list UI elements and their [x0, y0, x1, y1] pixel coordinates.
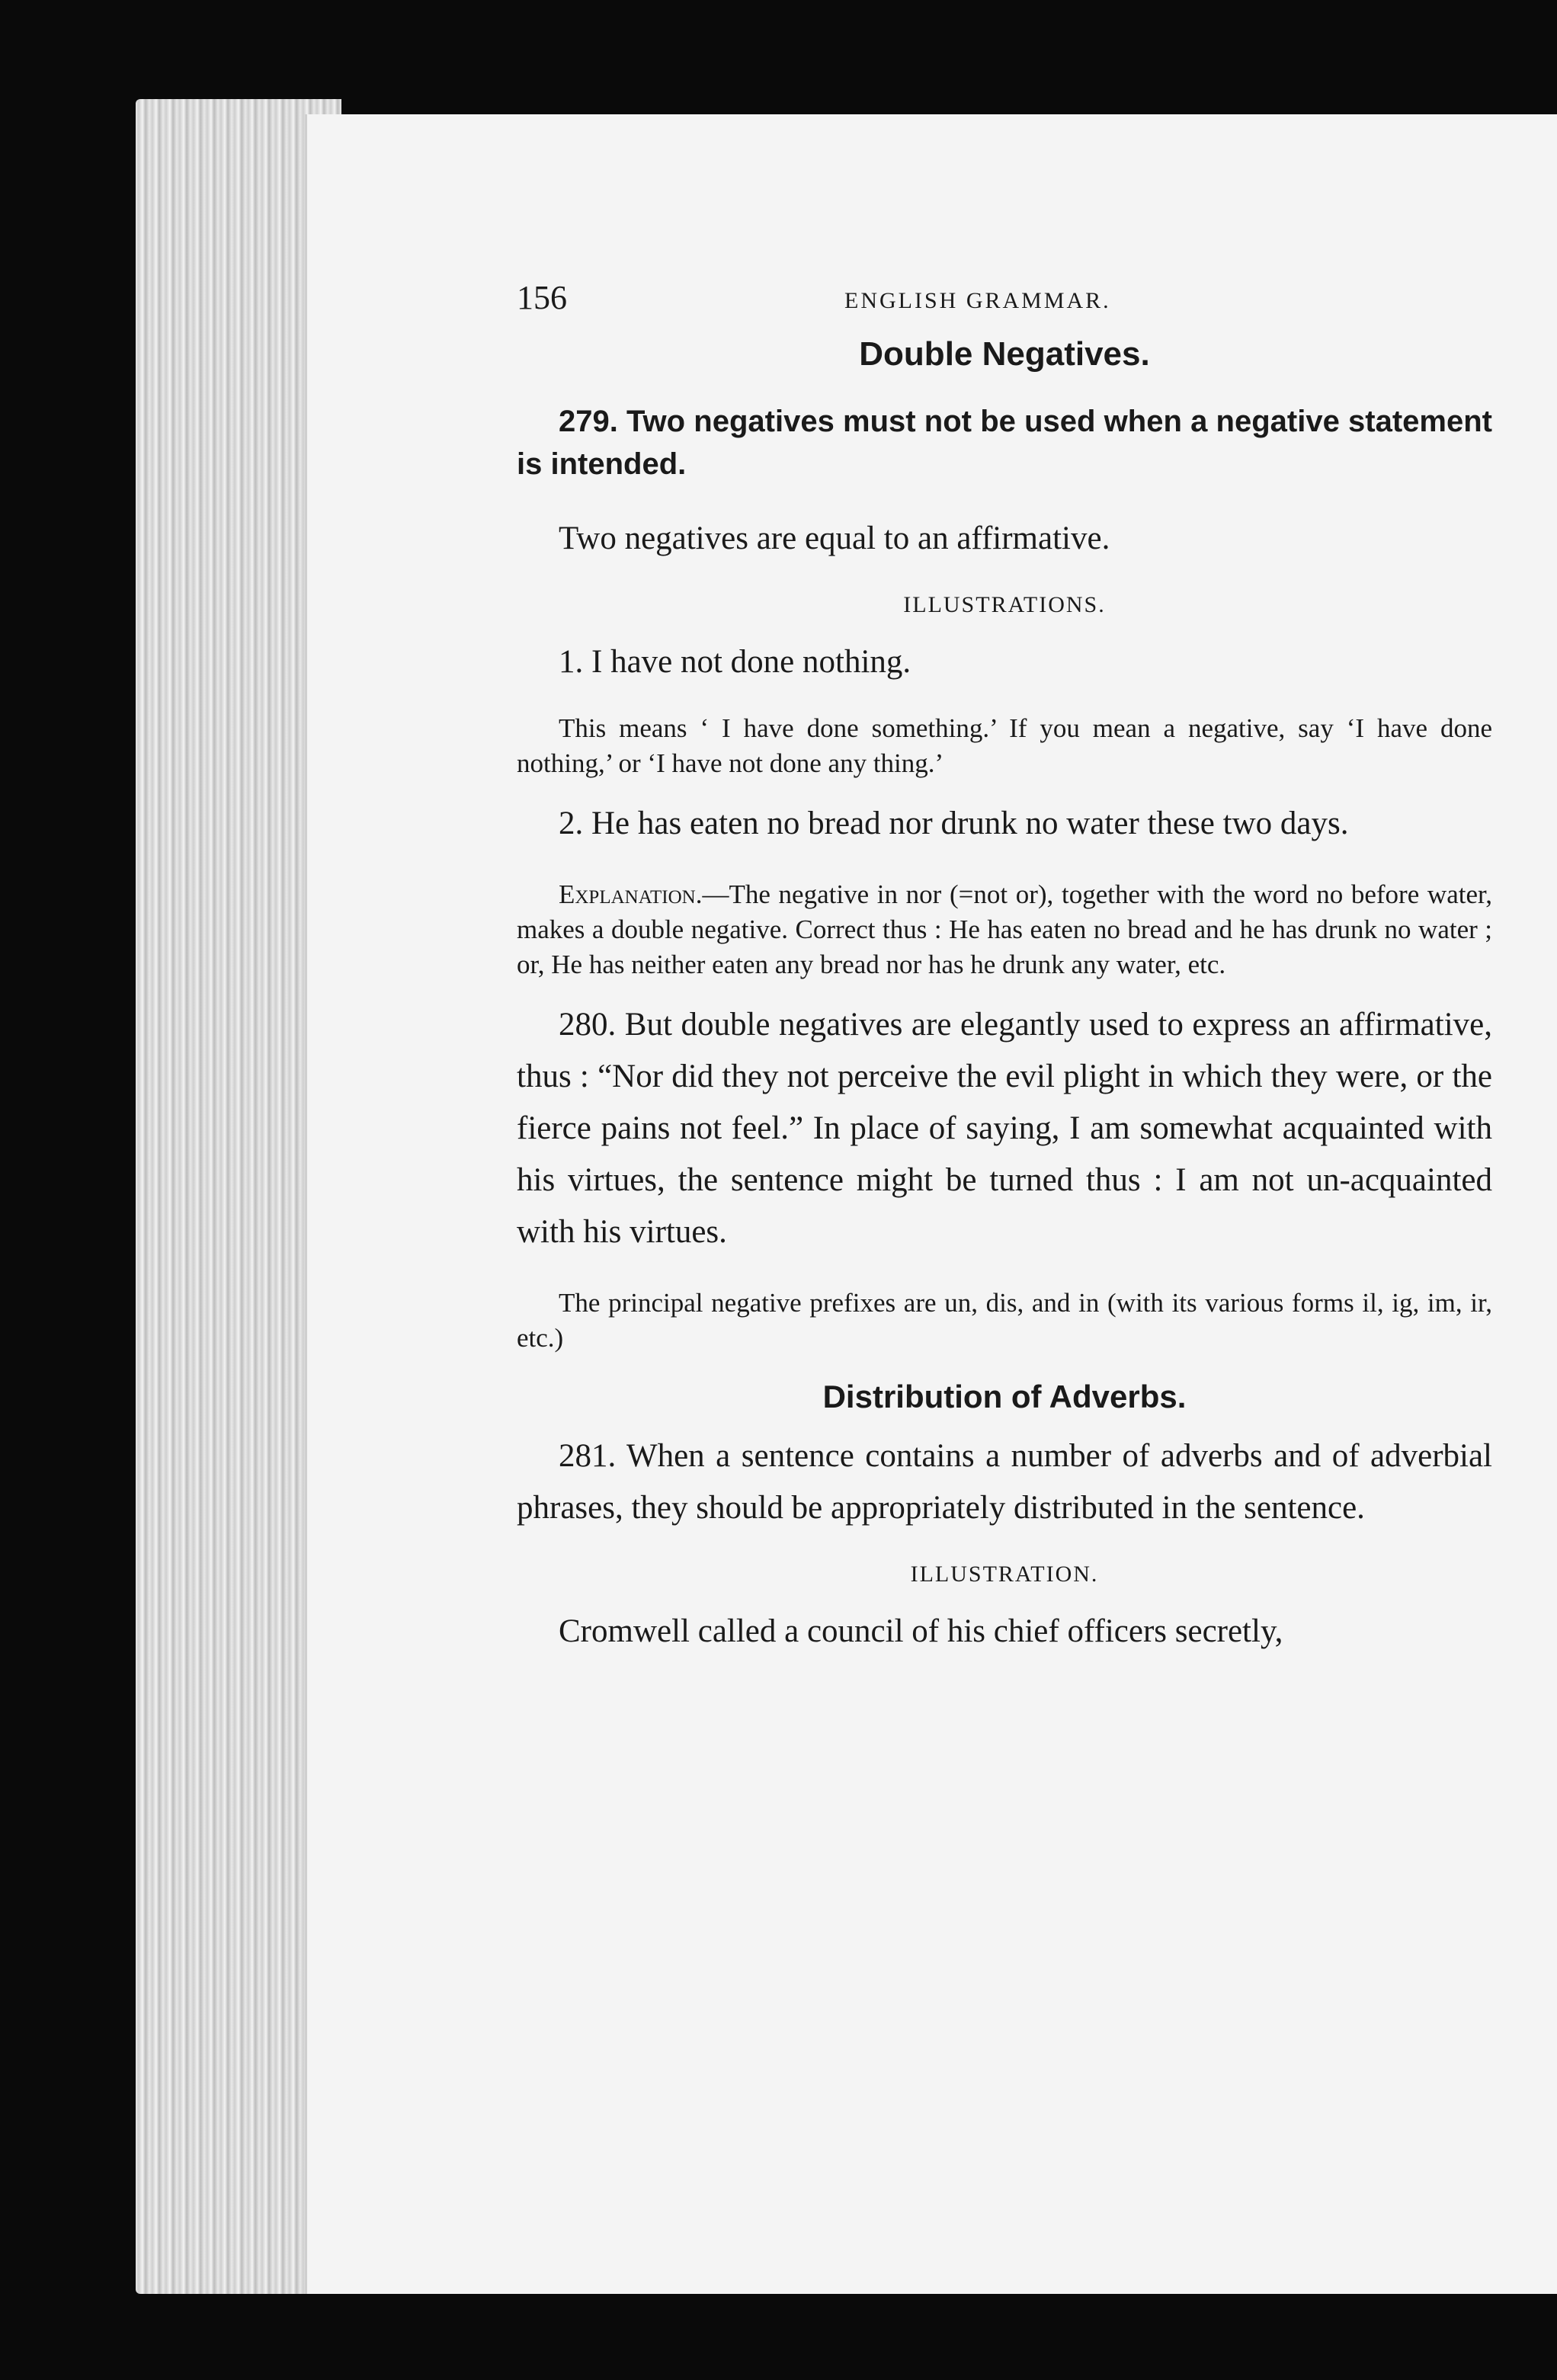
example-2: 2. He has eaten no bread nor drunk no water these two days. — [559, 806, 1349, 841]
paragraph-280: 280. But double negatives are elegantly used to express an affirmative, thus : “Nor did they not perceive the evil plight in which they were, or the fierce pains not feel.” In place of saying, I am somewhat acquainted with his virtues, the sentence might be turned thus : I am not un-acquainted with his virtues. — [517, 1007, 1492, 1250]
illustration-label: ILLUSTRATION. — [910, 1562, 1099, 1587]
paragraph-281: 281. When a sentence contains a number of adverbs and of adverbial phrases, they should be appropriately distributed in the sentence. — [517, 1438, 1492, 1526]
illustrations-label: ILLUSTRATIONS. — [903, 592, 1106, 617]
rule-279: 279. Two negatives must not be used when a negative statement is intended. — [517, 405, 1492, 481]
section-heading-distribution-of-adverbs: Distribution of Adverbs. — [822, 1379, 1187, 1414]
explanation-text: —The negative in nor (=not or), together with the word no before water, makes a double negative. Correct thus : He has eaten no bread and he has drunk no water ; or, He has neither eaten any bread nor has he drunk any water, etc. — [517, 879, 1492, 979]
section-heading-double-negatives: Double Negatives. — [859, 335, 1150, 373]
example-1: 1. I have not done nothing. — [559, 644, 911, 680]
running-head — [517, 274, 1492, 328]
explanation-note — [517, 877, 1492, 982]
page-number: 156 — [517, 279, 567, 316]
page-text-column — [517, 274, 1492, 1685]
statement-affirmative: Two negatives are equal to an affirmative. — [559, 521, 1110, 556]
running-title: ENGLISH GRAMMAR. — [844, 288, 1111, 313]
note-example-1: This means ‘ I have done something.’ If you mean a negative, say ‘I have done nothing,’ or ‘I have not done any thing.’ — [517, 713, 1492, 778]
prefix-note: The principal negative prefixes are un, dis, and in (with its various forms il, ig, im, ir, etc.) — [517, 1288, 1492, 1353]
last-line: Cromwell called a council of his chief officers secretly, — [559, 1613, 1283, 1649]
explanation-label: Explanation. — [559, 879, 703, 909]
